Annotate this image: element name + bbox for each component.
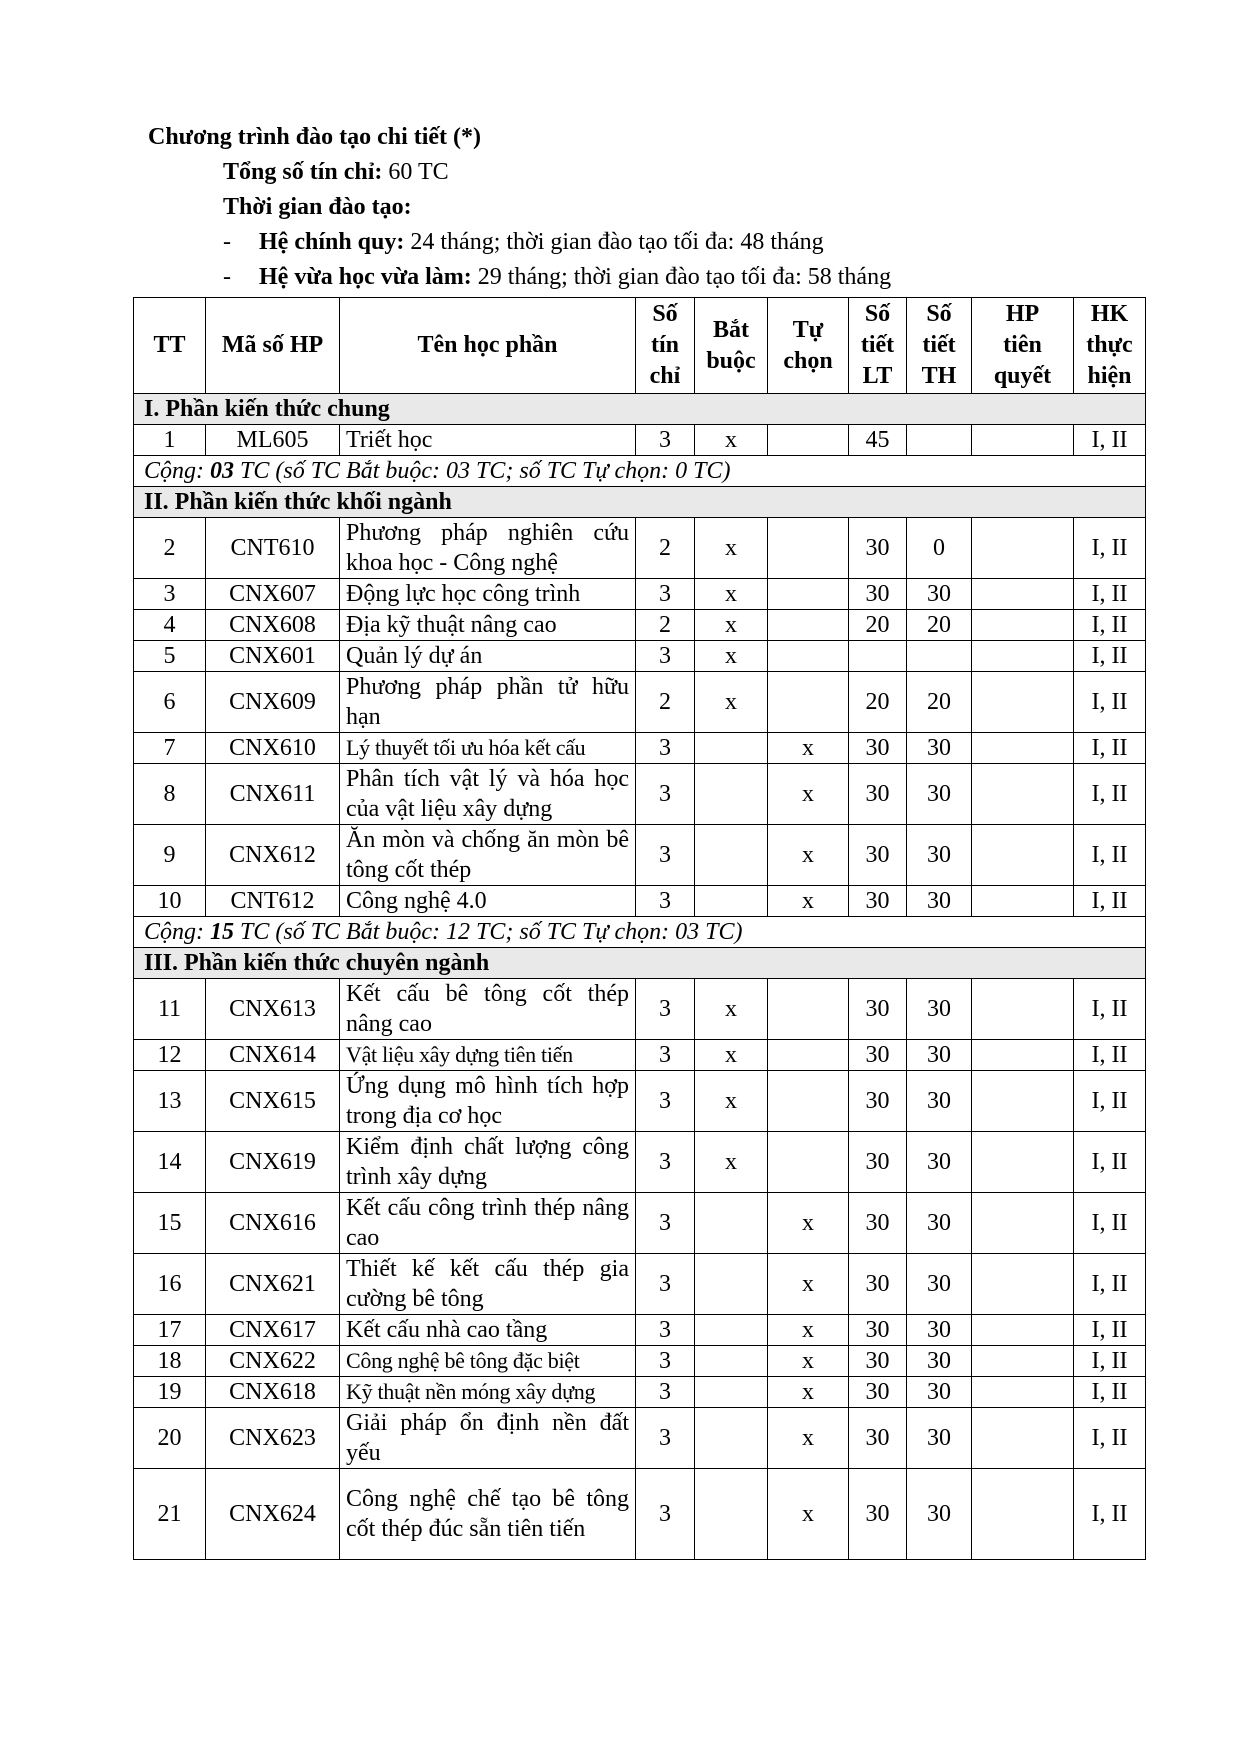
- theory-hours: 45: [849, 425, 907, 456]
- practice-hours: 30: [907, 1377, 972, 1408]
- elective-mark: x: [768, 733, 849, 764]
- course-credits: 3: [636, 1408, 695, 1469]
- row-number: 2: [134, 518, 206, 579]
- section-summary: [134, 917, 1146, 948]
- semester: I, II: [1074, 1377, 1146, 1408]
- elective-mark: [768, 518, 849, 579]
- table-row: [134, 579, 1146, 610]
- theory-hours: 30: [849, 1254, 907, 1315]
- header-code: Mã số HP: [206, 298, 340, 394]
- course-name: Công nghệ 4.0: [340, 886, 636, 917]
- semester: I, II: [1074, 1408, 1146, 1469]
- table-row: [134, 1132, 1146, 1193]
- semester: I, II: [1074, 1469, 1146, 1560]
- required-mark: [695, 733, 768, 764]
- prerequisite: [972, 1315, 1074, 1346]
- theory-hours: 30: [849, 1193, 907, 1254]
- semester: I, II: [1074, 641, 1146, 672]
- elective-mark: x: [768, 1377, 849, 1408]
- course-code: CNT610: [206, 518, 340, 579]
- course-name: Kết cấu nhà cao tầng: [340, 1315, 636, 1346]
- elective-mark: [768, 1132, 849, 1193]
- theory-hours: 30: [849, 764, 907, 825]
- section-header-row: [134, 948, 1146, 979]
- elective-mark: x: [768, 1469, 849, 1560]
- elective-mark: x: [768, 1193, 849, 1254]
- semester: I, II: [1074, 579, 1146, 610]
- course-name: Kỹ thuật nền móng xây dựng: [340, 1377, 636, 1408]
- course-credits: 3: [636, 1040, 695, 1071]
- course-name: Công nghệ chế tạo bê tông cốt thép đúc sẵn tiên tiến: [340, 1469, 636, 1560]
- parttime-label: Hệ vừa học vừa làm:: [259, 264, 472, 290]
- practice-hours: 20: [907, 672, 972, 733]
- semester: I, II: [1074, 733, 1146, 764]
- table-row: [134, 1315, 1146, 1346]
- section-summary-row: [134, 917, 1146, 948]
- course-code: CNX624: [206, 1469, 340, 1560]
- prerequisite: [972, 579, 1074, 610]
- row-number: 12: [134, 1040, 206, 1071]
- semester: I, II: [1074, 1071, 1146, 1132]
- fulltime-line: [148, 225, 891, 260]
- course-credits: 3: [636, 979, 695, 1040]
- prerequisite: [972, 825, 1074, 886]
- course-credits: 3: [636, 579, 695, 610]
- course-credits: 3: [636, 825, 695, 886]
- row-number: 15: [134, 1193, 206, 1254]
- prerequisite: [972, 886, 1074, 917]
- semester: I, II: [1074, 1132, 1146, 1193]
- header-theory-hours: Số tiết LT: [849, 298, 907, 394]
- practice-hours: 30: [907, 579, 972, 610]
- course-code: CNX607: [206, 579, 340, 610]
- summary-detail: TC (số TC Bắt buộc: 12 TC; số TC Tự chọn: 03 TC): [234, 919, 743, 945]
- header-prerequisite: HP tiên quyết: [972, 298, 1074, 394]
- required-mark: x: [695, 425, 768, 456]
- practice-hours: 30: [907, 733, 972, 764]
- summary-prefix: Cộng:: [144, 919, 210, 945]
- theory-hours: 30: [849, 1469, 907, 1560]
- elective-mark: x: [768, 1346, 849, 1377]
- course-code: CNX616: [206, 1193, 340, 1254]
- course-credits: 3: [636, 886, 695, 917]
- semester: I, II: [1074, 886, 1146, 917]
- total-credits-value: 60 TC: [388, 159, 449, 185]
- row-number: 1: [134, 425, 206, 456]
- prerequisite: [972, 764, 1074, 825]
- course-name: Công nghệ bê tông đặc biệt: [340, 1346, 636, 1377]
- section-summary: [134, 456, 1146, 487]
- elective-mark: [768, 1040, 849, 1071]
- course-code: CNX613: [206, 979, 340, 1040]
- required-mark: [695, 886, 768, 917]
- row-number: 3: [134, 579, 206, 610]
- prerequisite: [972, 1071, 1074, 1132]
- practice-hours: 30: [907, 1193, 972, 1254]
- course-code: CNX618: [206, 1377, 340, 1408]
- prerequisite: [972, 1377, 1074, 1408]
- header-name: Tên học phần: [340, 298, 636, 394]
- bullet-dash: -: [223, 229, 231, 255]
- course-code: CNX622: [206, 1346, 340, 1377]
- practice-hours: 30: [907, 1469, 972, 1560]
- course-name: Kiểm định chất lượng công trình xây dựng: [340, 1132, 636, 1193]
- course-credits: 3: [636, 764, 695, 825]
- section-title: III. Phần kiến thức chuyên ngành: [134, 948, 1146, 979]
- course-name: Kết cấu công trình thép nâng cao: [340, 1193, 636, 1254]
- theory-hours: 30: [849, 733, 907, 764]
- prerequisite: [972, 1408, 1074, 1469]
- course-credits: 3: [636, 1469, 695, 1560]
- course-credits: 2: [636, 672, 695, 733]
- semester: I, II: [1074, 1040, 1146, 1071]
- semester: I, II: [1074, 1346, 1146, 1377]
- program-title: Chương trình đào tạo chi tiết (*): [148, 124, 482, 150]
- course-credits: 3: [636, 1346, 695, 1377]
- table-row: [134, 886, 1146, 917]
- theory-hours: 30: [849, 579, 907, 610]
- course-credits: 3: [636, 733, 695, 764]
- course-code: CNX611: [206, 764, 340, 825]
- table-row: [134, 1469, 1146, 1560]
- required-mark: [695, 1377, 768, 1408]
- row-number: 9: [134, 825, 206, 886]
- prerequisite: [972, 1346, 1074, 1377]
- course-name: Kết cấu bê tông cốt thép nâng cao: [340, 979, 636, 1040]
- required-mark: [695, 1469, 768, 1560]
- program-heading: [148, 120, 891, 295]
- course-code: CNX617: [206, 1315, 340, 1346]
- table-row: [134, 1377, 1146, 1408]
- section-header-row: [134, 394, 1146, 425]
- elective-mark: x: [768, 825, 849, 886]
- practice-hours: 30: [907, 1346, 972, 1377]
- theory-hours: 30: [849, 1132, 907, 1193]
- course-code: CNX619: [206, 1132, 340, 1193]
- elective-mark: x: [768, 1408, 849, 1469]
- row-number: 5: [134, 641, 206, 672]
- total-credits-line: [148, 155, 891, 190]
- course-code: CNX601: [206, 641, 340, 672]
- prerequisite: [972, 733, 1074, 764]
- required-mark: x: [695, 610, 768, 641]
- course-name: Phương pháp nghiên cứu khoa học - Công nghệ: [340, 518, 636, 579]
- parttime-value: 29 tháng; thời gian đào tạo tối đa: 58 tháng: [477, 264, 892, 290]
- practice-hours: 30: [907, 1071, 972, 1132]
- theory-hours: [849, 641, 907, 672]
- section-header-row: [134, 487, 1146, 518]
- required-mark: x: [695, 579, 768, 610]
- row-number: 7: [134, 733, 206, 764]
- course-credits: 2: [636, 610, 695, 641]
- practice-hours: 30: [907, 979, 972, 1040]
- practice-hours: [907, 425, 972, 456]
- table-header-row: [134, 298, 1146, 394]
- practice-hours: 30: [907, 1315, 972, 1346]
- row-number: 16: [134, 1254, 206, 1315]
- prerequisite: [972, 1254, 1074, 1315]
- elective-mark: x: [768, 886, 849, 917]
- required-mark: [695, 764, 768, 825]
- section-summary-row: [134, 456, 1146, 487]
- course-code: CNX621: [206, 1254, 340, 1315]
- row-number: 11: [134, 979, 206, 1040]
- required-mark: x: [695, 1132, 768, 1193]
- table-row: [134, 641, 1146, 672]
- course-name: Địa kỹ thuật nâng cao: [340, 610, 636, 641]
- required-mark: x: [695, 1071, 768, 1132]
- elective-mark: x: [768, 1254, 849, 1315]
- row-number: 14: [134, 1132, 206, 1193]
- course-credits: 3: [636, 1193, 695, 1254]
- semester: I, II: [1074, 1315, 1146, 1346]
- table-row: [134, 518, 1146, 579]
- practice-hours: 30: [907, 1132, 972, 1193]
- header-elective: Tự chọn: [768, 298, 849, 394]
- prerequisite: [972, 518, 1074, 579]
- course-name: Phương pháp phần tử hữu hạn: [340, 672, 636, 733]
- theory-hours: 30: [849, 1377, 907, 1408]
- table-row: [134, 825, 1146, 886]
- required-mark: x: [695, 641, 768, 672]
- theory-hours: 30: [849, 979, 907, 1040]
- required-mark: [695, 825, 768, 886]
- table-row: [134, 979, 1146, 1040]
- semester: I, II: [1074, 610, 1146, 641]
- course-credits: 3: [636, 1132, 695, 1193]
- curriculum-table: [133, 297, 1146, 1560]
- course-credits: 3: [636, 1377, 695, 1408]
- table-row: [134, 1071, 1146, 1132]
- required-mark: x: [695, 979, 768, 1040]
- course-code: CNX614: [206, 1040, 340, 1071]
- course-name: Ăn mòn và chống ăn mòn bê tông cốt thép: [340, 825, 636, 886]
- course-name: Phân tích vật lý và hóa học của vật liệu xây dựng: [340, 764, 636, 825]
- row-number: 17: [134, 1315, 206, 1346]
- required-mark: [695, 1254, 768, 1315]
- course-code: CNX610: [206, 733, 340, 764]
- elective-mark: [768, 641, 849, 672]
- course-credits: 2: [636, 518, 695, 579]
- fulltime-label: Hệ chính quy:: [259, 229, 405, 255]
- table-row: [134, 733, 1146, 764]
- prerequisite: [972, 1469, 1074, 1560]
- semester: I, II: [1074, 672, 1146, 733]
- theory-hours: 30: [849, 1408, 907, 1469]
- semester: I, II: [1074, 825, 1146, 886]
- practice-hours: 30: [907, 1040, 972, 1071]
- elective-mark: x: [768, 764, 849, 825]
- semester: I, II: [1074, 518, 1146, 579]
- summary-total: 03: [210, 458, 234, 484]
- course-code: ML605: [206, 425, 340, 456]
- course-code: CNX612: [206, 825, 340, 886]
- theory-hours: 30: [849, 1315, 907, 1346]
- course-credits: 3: [636, 425, 695, 456]
- elective-mark: x: [768, 1315, 849, 1346]
- table-row: [134, 1254, 1146, 1315]
- elective-mark: [768, 579, 849, 610]
- row-number: 13: [134, 1071, 206, 1132]
- table-row: [134, 610, 1146, 641]
- semester: I, II: [1074, 425, 1146, 456]
- required-mark: x: [695, 1040, 768, 1071]
- duration-label: Thời gian đào tạo:: [223, 194, 412, 220]
- course-code: CNX623: [206, 1408, 340, 1469]
- semester: I, II: [1074, 1193, 1146, 1254]
- course-credits: 3: [636, 641, 695, 672]
- total-credits-label: Tổng số tín chỉ:: [223, 159, 383, 185]
- curriculum-body: [134, 394, 1146, 1560]
- table-row: [134, 425, 1146, 456]
- course-name: Ứng dụng mô hình tích hợp trong địa cơ học: [340, 1071, 636, 1132]
- course-name: Động lực học công trình: [340, 579, 636, 610]
- elective-mark: [768, 979, 849, 1040]
- course-name: Triết học: [340, 425, 636, 456]
- row-number: 18: [134, 1346, 206, 1377]
- practice-hours: 0: [907, 518, 972, 579]
- table-row: [134, 1346, 1146, 1377]
- prerequisite: [972, 1132, 1074, 1193]
- theory-hours: 30: [849, 1071, 907, 1132]
- row-number: 8: [134, 764, 206, 825]
- header-practice-hours: Số tiết TH: [907, 298, 972, 394]
- fulltime-value: 24 tháng; thời gian đào tạo tối đa: 48 tháng: [410, 229, 824, 255]
- required-mark: [695, 1315, 768, 1346]
- row-number: 4: [134, 610, 206, 641]
- practice-hours: 30: [907, 764, 972, 825]
- summary-total: 15: [210, 919, 234, 945]
- theory-hours: 30: [849, 518, 907, 579]
- theory-hours: 20: [849, 610, 907, 641]
- theory-hours: 30: [849, 886, 907, 917]
- elective-mark: [768, 610, 849, 641]
- course-credits: 3: [636, 1254, 695, 1315]
- semester: I, II: [1074, 764, 1146, 825]
- practice-hours: 30: [907, 1254, 972, 1315]
- required-mark: x: [695, 672, 768, 733]
- row-number: 19: [134, 1377, 206, 1408]
- course-code: CNT612: [206, 886, 340, 917]
- course-code: CNX615: [206, 1071, 340, 1132]
- header-credits: Số tín chỉ: [636, 298, 695, 394]
- row-number: 6: [134, 672, 206, 733]
- prerequisite: [972, 641, 1074, 672]
- summary-detail: TC (số TC Bắt buộc: 03 TC; số TC Tự chọn: 0 TC): [234, 458, 731, 484]
- prerequisite: [972, 979, 1074, 1040]
- header-semester: HK thực hiện: [1074, 298, 1146, 394]
- theory-hours: 30: [849, 1040, 907, 1071]
- course-credits: 3: [636, 1071, 695, 1132]
- prerequisite: [972, 425, 1074, 456]
- course-name: Lý thuyết tối ưu hóa kết cấu: [340, 733, 636, 764]
- header-tt: TT: [134, 298, 206, 394]
- table-row: [134, 1408, 1146, 1469]
- bullet-dash: -: [223, 264, 231, 290]
- practice-hours: 20: [907, 610, 972, 641]
- elective-mark: [768, 1071, 849, 1132]
- required-mark: [695, 1346, 768, 1377]
- practice-hours: 30: [907, 1408, 972, 1469]
- course-credits: 3: [636, 1315, 695, 1346]
- parttime-line: [148, 260, 891, 295]
- theory-hours: 30: [849, 1346, 907, 1377]
- course-name: Giải pháp ổn định nền đất yếu: [340, 1408, 636, 1469]
- semester: I, II: [1074, 979, 1146, 1040]
- table-row: [134, 1040, 1146, 1071]
- summary-prefix: Cộng:: [144, 458, 210, 484]
- required-mark: x: [695, 518, 768, 579]
- semester: I, II: [1074, 1254, 1146, 1315]
- table-row: [134, 764, 1146, 825]
- row-number: 10: [134, 886, 206, 917]
- course-name: Quản lý dự án: [340, 641, 636, 672]
- prerequisite: [972, 1193, 1074, 1254]
- course-code: CNX608: [206, 610, 340, 641]
- elective-mark: [768, 425, 849, 456]
- theory-hours: 20: [849, 672, 907, 733]
- section-title: I. Phần kiến thức chung: [134, 394, 1146, 425]
- required-mark: [695, 1193, 768, 1254]
- course-name: Vật liệu xây dựng tiên tiến: [340, 1040, 636, 1071]
- row-number: 21: [134, 1469, 206, 1560]
- theory-hours: 30: [849, 825, 907, 886]
- required-mark: [695, 1408, 768, 1469]
- table-row: [134, 1193, 1146, 1254]
- practice-hours: 30: [907, 825, 972, 886]
- practice-hours: 30: [907, 886, 972, 917]
- course-name: Thiết kế kết cấu thép gia cường bê tông: [340, 1254, 636, 1315]
- prerequisite: [972, 672, 1074, 733]
- table-row: [134, 672, 1146, 733]
- row-number: 20: [134, 1408, 206, 1469]
- elective-mark: [768, 672, 849, 733]
- header-required: Bắt buộc: [695, 298, 768, 394]
- section-title: II. Phần kiến thức khối ngành: [134, 487, 1146, 518]
- practice-hours: [907, 641, 972, 672]
- prerequisite: [972, 1040, 1074, 1071]
- prerequisite: [972, 610, 1074, 641]
- course-code: CNX609: [206, 672, 340, 733]
